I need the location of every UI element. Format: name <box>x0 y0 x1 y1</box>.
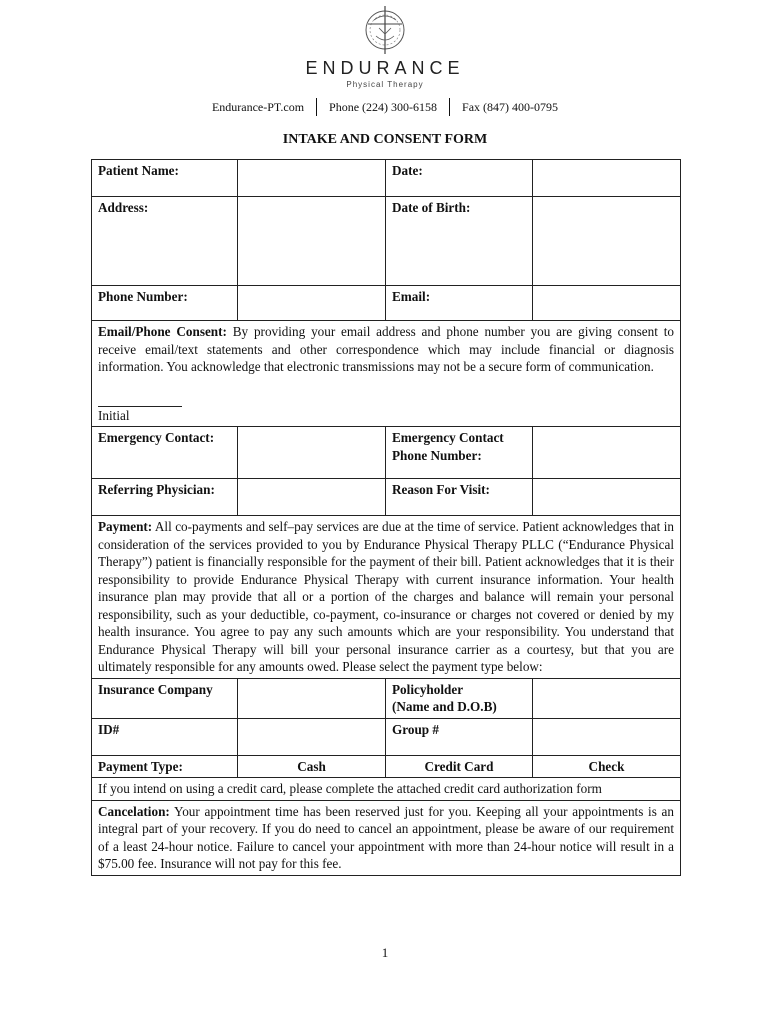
email-label: Email: <box>386 286 533 321</box>
email-phone-consent <box>92 321 681 427</box>
id-field[interactable] <box>238 718 386 755</box>
initial-label: Initial <box>98 407 130 423</box>
form-title: INTAKE AND CONSENT FORM <box>282 132 488 147</box>
intake-form-table <box>91 159 681 876</box>
referring-physician-label: Referring Physician: <box>92 479 238 516</box>
patient-name-field[interactable] <box>238 160 386 197</box>
emergency-phone-label-line2: Phone Number: <box>392 447 482 463</box>
policyholder-label-line2: (Name and D.O.B) <box>392 699 497 714</box>
table-row <box>92 479 681 516</box>
payment-option-check[interactable]: Check <box>533 755 681 778</box>
payment-option-credit-card[interactable]: Credit Card <box>386 755 533 778</box>
table-row <box>92 197 681 286</box>
logo-emblem-icon <box>360 4 410 56</box>
insurance-company-field[interactable] <box>238 678 386 718</box>
logo <box>0 4 770 89</box>
date-of-birth-label: Date of Birth: <box>386 197 533 286</box>
policyholder-field[interactable] <box>533 678 681 718</box>
initial-signature-line[interactable] <box>98 376 182 407</box>
emergency-contact-field[interactable] <box>238 427 386 479</box>
referring-physician-field[interactable] <box>238 479 386 516</box>
brand-name: ENDURANCE <box>305 58 465 78</box>
contact-line <box>0 98 770 116</box>
table-row <box>92 286 681 321</box>
email-field[interactable] <box>533 286 681 321</box>
policyholder-label <box>386 678 533 718</box>
id-label: ID# <box>92 718 238 755</box>
table-row <box>92 427 681 479</box>
table-row <box>92 678 681 718</box>
table-row <box>92 755 681 778</box>
patient-name-label: Patient Name: <box>92 160 238 197</box>
payment-heading: Payment: <box>98 519 153 534</box>
group-field[interactable] <box>533 718 681 755</box>
payment-text: All co-payments and self–pay services are due at the time of service. Patient acknowledges that in consideration of the services provided to you by Endurance Physical Therapy PLLC (“Endurance Physical Therapy”) patient is financially responsible for the payment of their bill. Patient acknowledges that it is their responsibility to provide Endurance Physical Therapy with current insurance information. Your health insurance plan may provide that all or a portion of the charges and balance will remain your personal responsibility, such as your deductible, co-payment, co-insurance or charges not covered or denied by my health insurance. You agree to pay any such amounts which are your responsibility. You understand that Endurance Physical Therapy will bill your personal insurance carrier as a courtesy, but that you are ultimately responsible for any amounts owed. Please select the payment type below: <box>98 519 674 674</box>
phone-text: Phone (224) 300-6158 <box>329 100 438 114</box>
consent-heading: Email/Phone Consent: <box>98 324 227 339</box>
emergency-contact-label: Emergency Contact: <box>92 427 238 479</box>
cancelation-heading: Cancelation: <box>98 803 170 819</box>
payment-option-cash[interactable]: Cash <box>238 755 386 778</box>
phone-number-label: Phone Number: <box>92 286 238 321</box>
reason-for-visit-field[interactable] <box>533 479 681 516</box>
payment-type-label: Payment Type: <box>92 755 238 778</box>
website-link[interactable]: Endurance-PT.com <box>211 100 305 114</box>
group-label: Group # <box>386 718 533 755</box>
emergency-phone-label <box>386 427 533 479</box>
table-row <box>92 778 681 801</box>
table-row <box>92 800 681 875</box>
date-of-birth-field[interactable] <box>533 197 681 286</box>
cancelation-text: Your appointment time has been reserved just for you. Keeping all your appointments is an integral part of your recovery. If you do need to cancel an appointment, please be aware of our requirement of a least 24-hour notice. Failure to cancel your appointment with more than 24-hour notice will result in a $75.00 fee. Insurance will not pay for this fee. <box>98 803 674 871</box>
phone-number-field[interactable] <box>238 286 386 321</box>
insurance-company-label: Insurance Company <box>92 678 238 718</box>
fax-text: Fax (847) 400-0795 <box>462 100 559 114</box>
table-row <box>92 718 681 755</box>
reason-for-visit-label: Reason For Visit: <box>386 479 533 516</box>
date-field[interactable] <box>533 160 681 197</box>
payment-terms <box>92 516 681 679</box>
address-field[interactable] <box>238 197 386 286</box>
page-number: 1 <box>381 945 389 960</box>
table-row <box>92 321 681 427</box>
brand-subtitle: Physical Therapy <box>346 80 424 89</box>
table-row <box>92 516 681 679</box>
emergency-phone-field[interactable] <box>533 427 681 479</box>
consent-text: By providing your email address and phone number you are giving consent to receive email/text statements and other correspondence which may include financial or diagnosis information. You acknowledge that electronic transmissions may not be a secure form of communication. <box>98 324 674 374</box>
emergency-phone-label-line1: Emergency Contact <box>392 430 504 445</box>
policyholder-label-line1: Policyholder <box>392 681 464 697</box>
address-label: Address: <box>92 197 238 286</box>
date-label: Date: <box>386 160 533 197</box>
credit-card-note: If you intend on using a credit card, please complete the attached credit card authorization form <box>92 778 681 801</box>
cancelation-policy <box>92 800 681 875</box>
table-row <box>92 160 681 197</box>
